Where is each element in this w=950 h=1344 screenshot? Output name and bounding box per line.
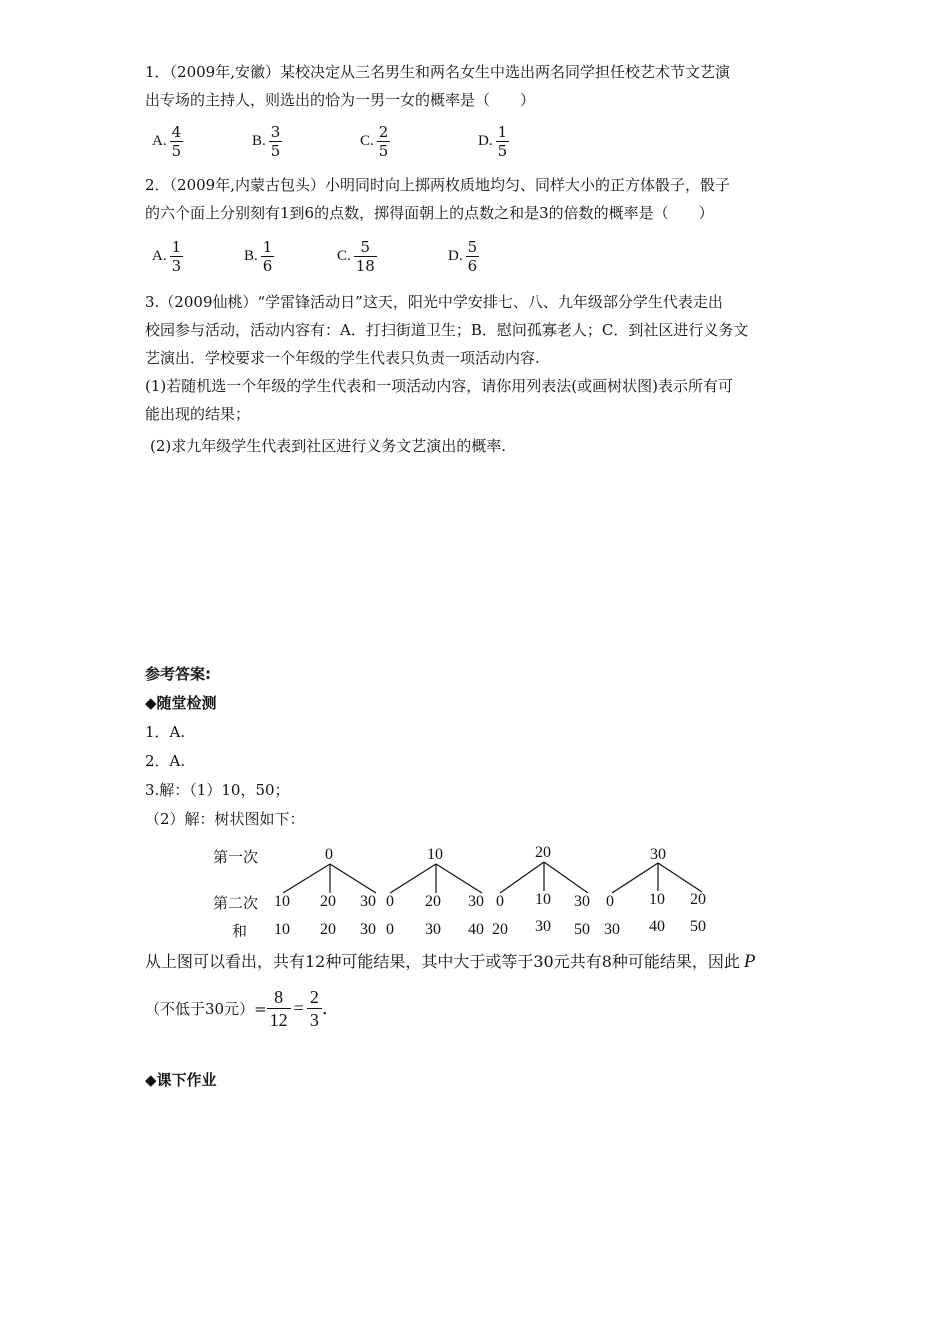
denominator: 3: [171, 256, 182, 275]
numerator: 5: [360, 237, 371, 256]
tree-sum: 10: [274, 921, 290, 938]
tree-row-label-second: 第二次: [213, 894, 259, 912]
fraction-2-3: [307, 986, 322, 1031]
tree-child: 20: [425, 893, 441, 910]
p-label: （不低于30元）=: [145, 999, 267, 1018]
tree-sum: 20: [492, 921, 508, 938]
option-label: C.: [337, 247, 351, 264]
answers-heading: 参考答案:: [145, 665, 211, 683]
q3-line2: 校园参与活动，活动内容有：A．打扫街道卫生；B．慰问孤寡老人；C．到社区进行义务文: [145, 321, 749, 339]
tree-child: 30: [574, 893, 590, 910]
tree-row-label-sum: 和: [232, 922, 248, 940]
answer-3-part1: 3.解：（1）10，50；: [145, 781, 290, 799]
denominator: 5: [378, 141, 389, 160]
denominator: 5: [270, 141, 281, 160]
denominator: 6: [262, 256, 273, 275]
tree-branch: [500, 862, 544, 893]
denominator: 12: [267, 1008, 291, 1031]
tree-sum: 0: [386, 921, 394, 938]
option-label: C.: [360, 132, 374, 149]
option-label: D.: [478, 132, 493, 149]
conclusion-line: [145, 952, 756, 972]
tree-sum: 30: [360, 921, 376, 938]
tree-branch: [612, 863, 658, 893]
tree-branch: [436, 864, 482, 893]
section-homework: ◆课下作业: [145, 1071, 217, 1089]
fraction-8-12: [267, 986, 291, 1031]
tree-row-label-first: 第一次: [213, 848, 259, 866]
tree-sum: 50: [574, 921, 590, 938]
option-label: D.: [448, 247, 463, 264]
tree-child: 30: [360, 893, 376, 910]
answer-2: 2．A.: [145, 752, 186, 770]
q3-line6: (2)求九年级学生代表到社区进行义务文艺演出的概率.: [150, 437, 507, 455]
tree-branch: [544, 862, 588, 893]
tree-root: 20: [535, 844, 551, 861]
denominator: 18: [355, 256, 375, 275]
q2-line2: 的六个面上分别刻有1到6的点数，掷得面朝上的点数之和是3的倍数的概率是（ ）: [145, 204, 714, 222]
tree-root: 30: [650, 846, 666, 863]
numerator: 2: [309, 986, 319, 1007]
answer-1: 1．A.: [145, 723, 186, 741]
numerator: 2: [378, 122, 389, 141]
numerator: 1: [497, 122, 508, 141]
tree-branch: [658, 863, 702, 892]
option-label: A.: [152, 247, 167, 264]
q3-line5: 能出现的结果；: [145, 405, 251, 423]
denominator: 5: [497, 141, 508, 160]
section-in-class-check: ◆随堂检测: [145, 694, 217, 712]
numerator: 5: [467, 237, 478, 256]
tree-sum: 30: [535, 918, 551, 935]
numerator: 4: [171, 122, 182, 141]
tree-sum: 30: [425, 921, 441, 938]
numerator: 1: [171, 237, 182, 256]
denominator: 6: [467, 256, 478, 275]
tree-sum: 30: [604, 921, 620, 938]
tree-child: 10: [535, 891, 551, 908]
tree-sum: 20: [320, 921, 336, 938]
q3-line3: 艺演出．学校要求一个年级的学生代表只负责一项活动内容.: [145, 349, 540, 367]
conclusion-text: 从上图可以看出，共有12种可能结果，其中大于或等于30元共有8种可能结果，因此: [145, 952, 740, 971]
tree-child: 30: [468, 893, 484, 910]
tree-sum: 40: [649, 918, 665, 935]
numerator: 3: [270, 122, 281, 141]
option-label: B.: [252, 132, 266, 149]
tree-sum: 50: [690, 918, 706, 935]
equals-sign: =: [293, 997, 304, 1018]
tree-child: 20: [320, 893, 336, 910]
q2-line1: 2．（2009年,内蒙古包头）小明同时向上掷两枚质地均匀、同样大小的正方体骰子，骰子: [145, 176, 730, 194]
denominator: 3: [307, 1008, 322, 1031]
tree-child: 0: [496, 893, 504, 910]
tree-child: 0: [606, 893, 614, 910]
tree-branch: [283, 864, 330, 893]
q3-line1: 3.（2009仙桃）“学雷锋活动日”这天，阳光中学安排七、八、九年级部分学生代表走出: [145, 293, 723, 311]
tree-root: 0: [325, 846, 333, 863]
tree-child: 10: [649, 891, 665, 908]
tree-root: 10: [427, 846, 443, 863]
option-label: B.: [244, 247, 258, 264]
probability-result: [145, 982, 328, 1034]
numerator: 8: [274, 986, 284, 1007]
tree-branch: [330, 864, 376, 893]
numerator: 1: [262, 237, 273, 256]
p-symbol: P: [743, 951, 756, 972]
q3-line4: (1)若随机选一个年级的学生代表和一项活动内容，请你用列表法(或画树状图)表示所有可: [145, 377, 733, 395]
tree-branch: [390, 864, 436, 893]
period: .: [321, 997, 328, 1019]
tree-child: 10: [274, 893, 290, 910]
denominator: 5: [171, 141, 182, 160]
tree-sum: 40: [468, 921, 484, 938]
answer-3-part2: （2）解：树状图如下：: [145, 810, 305, 828]
tree-child: 0: [386, 893, 394, 910]
q1-line1: 1．（2009年,安徽）某校决定从三名男生和两名女生中选出两名同学担任校艺术节文艺演: [145, 63, 730, 81]
tree-child: 20: [690, 891, 706, 908]
q1-line2: 出专场的主持人，则选出的恰为一男一女的概率是（ ）: [145, 91, 536, 109]
option-label: A.: [152, 132, 167, 149]
